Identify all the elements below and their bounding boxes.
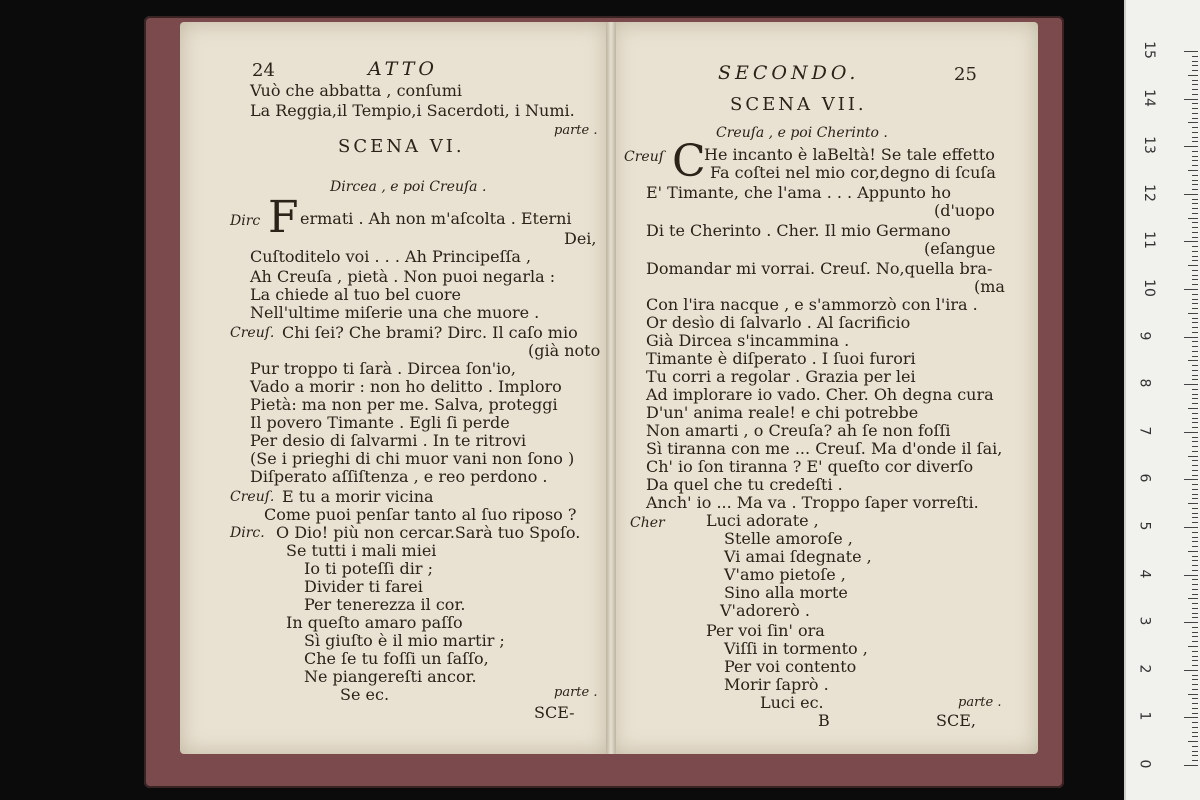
ruler-tick: [1192, 199, 1198, 200]
ruler-tick: [1188, 218, 1198, 219]
ruler-tick: [1188, 503, 1198, 504]
aria-line: Divider ti farei: [304, 577, 423, 596]
ruler-number: 5: [1136, 521, 1153, 531]
ruler-number: 11: [1140, 231, 1157, 250]
ruler-tick: [1192, 275, 1198, 276]
book-gutter: [606, 22, 616, 754]
ruler-tick: [1192, 679, 1198, 680]
text-line: Nell'ultime miſerie una che muore .: [250, 303, 540, 322]
ruler-tick: [1192, 132, 1198, 133]
aria-line: Sì giuſto è il mio martir ;: [304, 631, 505, 650]
ruler-tick: [1192, 237, 1198, 238]
speaker-label: Dirc: [230, 213, 261, 229]
text-line: Cuſtoditelo voi . . . Ah Principeſſa ,: [250, 247, 532, 266]
text-line: Chi ſei? Che brami? Dirc. Il caſo mio: [282, 323, 578, 342]
page-number-left: 24: [252, 60, 275, 81]
scene-characters: Dircea , e poi Creuſa .: [330, 179, 487, 195]
ruler-tick: [1192, 660, 1198, 661]
ruler-number: 3: [1136, 616, 1153, 626]
ruler-tick: [1192, 137, 1198, 138]
ruler-tick: [1192, 365, 1198, 366]
ruler-tick: [1192, 284, 1198, 285]
ruler-tick: [1192, 180, 1198, 181]
text-line: Domandar mi vorrai. Creuſ. No,quella bra-: [646, 259, 993, 278]
ruler-tick: [1192, 613, 1198, 614]
ruler-tick: [1188, 408, 1198, 409]
aria-end: Luci ec.: [760, 693, 824, 712]
ruler-tick: [1192, 698, 1198, 699]
ruler-tick: [1192, 713, 1198, 714]
text-line: He incanto è laBeltà! Se tale effetto: [704, 145, 995, 164]
ruler-tick: [1192, 232, 1198, 233]
ruler-tick: [1184, 99, 1198, 100]
text-line: Il povero Timante . Egli ſi perde: [250, 413, 510, 432]
ruler-tick: [1184, 575, 1198, 576]
ruler-tick: [1192, 70, 1198, 71]
ruler-tick: [1192, 517, 1198, 518]
aria-line: Viſſi in tormento ,: [724, 639, 868, 658]
ruler-tick: [1192, 427, 1198, 428]
text-line: Sì tiranna con me ... Creuſ. Ma d'onde il ſai,: [646, 439, 1003, 458]
ruler-tick: [1188, 598, 1198, 599]
ruler-tick: [1192, 341, 1198, 342]
ruler-tick: [1192, 665, 1198, 666]
aria-line: V'amo pietoſe ,: [724, 565, 846, 584]
text-line: (eſangue: [924, 239, 996, 258]
ruler-number: 1: [1136, 711, 1153, 721]
ruler-tick: [1192, 203, 1198, 204]
ruler-tick: [1192, 470, 1198, 471]
running-head-left: ATTO: [368, 58, 438, 80]
ruler-tick: [1184, 194, 1198, 195]
ruler-tick: [1192, 608, 1198, 609]
speaker-label: Creuſ.: [230, 325, 275, 341]
ruler-tick: [1192, 537, 1198, 538]
ruler-tick: [1192, 246, 1198, 247]
text-line: Di te Cherinto . Cher. Il mio Germano: [646, 221, 951, 240]
ruler-tick: [1192, 151, 1198, 152]
ruler-tick: [1192, 632, 1198, 633]
ruler-tick: [1184, 479, 1198, 480]
ruler-number: 2: [1136, 664, 1153, 674]
ruler-tick: [1192, 546, 1198, 547]
ruler-tick: [1192, 560, 1198, 561]
text-line: Come puoi penſar tanto al ſuo riposo ?: [264, 505, 577, 524]
ruler-tick: [1188, 551, 1198, 552]
text-line: Pietà: ma non per me. Salva, proteggi: [250, 395, 558, 414]
ruler-tick: [1192, 727, 1198, 728]
text-line: Con l'ira nacque , e s'ammorzò con l'ira .: [646, 295, 978, 314]
ruler-tick: [1184, 622, 1198, 623]
ruler-number: 12: [1140, 183, 1157, 202]
ruler-tick: [1192, 56, 1198, 57]
ruler-tick: [1192, 484, 1198, 485]
text-line: (già noto: [528, 341, 601, 360]
ruler-tick: [1192, 141, 1198, 142]
ruler-tick: [1192, 327, 1198, 328]
text-line: (ma: [974, 277, 1005, 296]
text-line: Pur troppo ti ſarà . Dircea ſon'io,: [250, 359, 516, 378]
text-line: Già Dircea s'incammina .: [646, 331, 850, 350]
text-line: Tu corri a regolar . Grazia per lei: [646, 367, 916, 386]
text-line: Per desio di ſalvarmi . In te ritrovi: [250, 431, 527, 450]
text-line: Non amarti , o Creuſa? ah ſe non foſſi: [646, 421, 951, 440]
text-line: Or desìo di ſalvarlo . Al ſacrificio: [646, 313, 911, 332]
ruler-tick: [1192, 299, 1198, 300]
ruler-tick: [1192, 589, 1198, 590]
ruler-tick: [1192, 651, 1198, 652]
ruler-tick: [1192, 318, 1198, 319]
ruler-tick: [1184, 765, 1198, 766]
aria-line: Io ti poteſſi dir ;: [304, 559, 433, 578]
ruler-tick: [1192, 627, 1198, 628]
ruler-tick: [1184, 146, 1198, 147]
aria-end: Se ec.: [340, 685, 390, 704]
ruler-tick: [1192, 413, 1198, 414]
ruler-tick: [1184, 241, 1198, 242]
ruler-tick: [1192, 403, 1198, 404]
ruler-tick: [1192, 760, 1198, 761]
ruler-tick: [1192, 736, 1198, 737]
ruler-tick: [1184, 670, 1198, 671]
ruler-tick: [1192, 65, 1198, 66]
ruler-number: 6: [1136, 473, 1153, 483]
aria-line: Morir ſaprò .: [724, 675, 829, 694]
ruler-tick: [1192, 675, 1198, 676]
ruler-tick: [1192, 165, 1198, 166]
ruler-tick: [1192, 175, 1198, 176]
ruler-tick: [1192, 184, 1198, 185]
ruler-number: 9: [1136, 331, 1153, 341]
ruler-tick: [1192, 356, 1198, 357]
ruler-tick: [1192, 732, 1198, 733]
text-line: Da quel che tu credeſti .: [646, 475, 843, 494]
ruler-tick: [1188, 360, 1198, 361]
ruler-tick: [1192, 451, 1198, 452]
text-line: La Reggia,il Tempio,i Sacerdoti, i Numi.: [250, 101, 575, 120]
ruler-tick: [1192, 446, 1198, 447]
running-head-right: SECONDO.: [718, 62, 860, 84]
ruler-tick: [1192, 103, 1198, 104]
ruler-tick: [1192, 689, 1198, 690]
ruler-number: 13: [1140, 136, 1157, 155]
ruler-tick: [1192, 113, 1198, 114]
ruler-tick: [1192, 751, 1198, 752]
aria-line: Se tutti i mali miei: [286, 541, 437, 560]
ruler-tick: [1192, 570, 1198, 571]
ruler-tick: [1192, 441, 1198, 442]
ruler-tick: [1192, 494, 1198, 495]
ruler-tick: [1192, 270, 1198, 271]
text-line: Timante è diſperato . I ſuoi furori: [646, 349, 916, 368]
ruler-tick: [1192, 708, 1198, 709]
ruler-tick: [1192, 308, 1198, 309]
ruler-tick: [1188, 313, 1198, 314]
ruler-tick: [1192, 256, 1198, 257]
aria-line: Vi amai ſdegnate ,: [724, 547, 872, 566]
ruler-tick: [1192, 227, 1198, 228]
ruler-tick: [1192, 584, 1198, 585]
ruler-tick: [1192, 346, 1198, 347]
ruler-tick: [1184, 717, 1198, 718]
speaker-label: Creuſ.: [230, 489, 275, 505]
ruler-tick: [1192, 332, 1198, 333]
ruler-tick: [1192, 418, 1198, 419]
ruler-tick: [1192, 541, 1198, 542]
text-line: O Dio! più non cercar.Sarà tuo Spoſo.: [276, 523, 581, 542]
ruler-tick: [1192, 370, 1198, 371]
ruler-tick: [1192, 84, 1198, 85]
ruler-tick: [1192, 89, 1198, 90]
aria-line: Che ſe tu foſſi un ſaſſo,: [304, 649, 489, 668]
drop-cap: C: [672, 136, 706, 187]
ruler-tick: [1184, 51, 1198, 52]
ruler-tick: [1192, 437, 1198, 438]
ruler-tick: [1192, 351, 1198, 352]
ruler-tick: [1192, 189, 1198, 190]
catchword: SCE-: [534, 703, 575, 722]
ruler-tick: [1192, 160, 1198, 161]
ruler-number: 7: [1136, 426, 1153, 436]
ruler-tick: [1192, 394, 1198, 395]
speaker-label: Dirc.: [230, 525, 265, 541]
ruler-tick: [1192, 513, 1198, 514]
text-line: (Se i prieghi di chi muor vani non ſono ): [250, 449, 575, 468]
aria-line: Per tenerezza il cor.: [304, 595, 466, 614]
ruler-tick: [1192, 398, 1198, 399]
ruler-tick: [1188, 122, 1198, 123]
text-line: (d'uopo: [934, 201, 995, 220]
ruler-tick: [1192, 156, 1198, 157]
text-line: Anch' io ... Ma va . Troppo ſaper vorreſti.: [646, 493, 979, 512]
ruler-tick: [1192, 260, 1198, 261]
text-line: Vado a morir : non ho delitto . Imploro: [250, 377, 562, 396]
ruler-tick: [1184, 289, 1198, 290]
ruler-number: 15: [1140, 41, 1157, 59]
ruler-tick: [1192, 522, 1198, 523]
ruler-tick: [1192, 617, 1198, 618]
ruler-tick: [1192, 251, 1198, 252]
ruler-tick: [1192, 213, 1198, 214]
scene-title-right: SCENA VII.: [730, 94, 867, 115]
aria-line: Stelle amoroſe ,: [724, 529, 853, 548]
ruler-tick: [1192, 208, 1198, 209]
stage-direction: parte .: [958, 695, 1002, 710]
aria-line: In queſto amaro paſſo: [286, 613, 463, 632]
ruler-tick: [1192, 375, 1198, 376]
ruler-tick: [1192, 222, 1198, 223]
drop-cap: F: [268, 192, 299, 243]
text-line: E' Timante, che l'ama . . . Appunto ho: [646, 183, 951, 202]
aria-line: Per voi ſin' ora: [706, 621, 825, 640]
text-line: E tu a morir vicina: [282, 487, 434, 506]
ruler-tick: [1192, 465, 1198, 466]
ruler-tick: [1184, 527, 1198, 528]
ruler-tick: [1192, 565, 1198, 566]
ruler-tick: [1188, 694, 1198, 695]
text-line: ermati . Ah non m'aſcolta . Eterni: [300, 209, 572, 228]
ruler-tick: [1192, 118, 1198, 119]
aria-line: Luci adorate ,: [706, 511, 819, 530]
text-line: Diſperato aſſiſtenza , e reo perdono .: [250, 467, 548, 486]
ruler-tick: [1192, 722, 1198, 723]
measurement-ruler: [1124, 0, 1200, 800]
ruler-tick: [1188, 265, 1198, 266]
ruler-tick: [1192, 422, 1198, 423]
ruler-tick: [1192, 389, 1198, 390]
ruler-tick: [1184, 384, 1198, 385]
ruler-tick: [1192, 279, 1198, 280]
ruler-tick: [1192, 579, 1198, 580]
text-line: La chiede al tuo bel cuore: [250, 285, 462, 304]
ruler-tick: [1192, 80, 1198, 81]
stage-direction: parte .: [554, 685, 598, 700]
ruler-tick: [1192, 475, 1198, 476]
ruler-tick: [1188, 741, 1198, 742]
ruler-tick: [1192, 703, 1198, 704]
ruler-number: 8: [1136, 378, 1153, 388]
text-line: D'un' anima reale! e chi potrebbe: [646, 403, 919, 422]
signature-mark: B: [818, 711, 830, 730]
ruler-tick: [1192, 303, 1198, 304]
ruler-tick: [1192, 684, 1198, 685]
ruler-tick: [1192, 322, 1198, 323]
ruler-tick: [1192, 294, 1198, 295]
ruler-number: 10: [1140, 279, 1157, 297]
ruler-tick: [1192, 746, 1198, 747]
text-line: Dei,: [564, 229, 597, 248]
ruler-tick: [1192, 656, 1198, 657]
text-line: Ad implorare io vado. Cher. Oh degna cura: [646, 385, 994, 404]
ruler-tick: [1192, 508, 1198, 509]
ruler-tick: [1192, 603, 1198, 604]
ruler-tick: [1192, 641, 1198, 642]
ruler-number: 0: [1136, 759, 1153, 769]
ruler-tick: [1192, 755, 1198, 756]
ruler-tick: [1184, 432, 1198, 433]
text-line: Fa coſtei nel mio cor,degno di ſcuſa: [710, 163, 996, 182]
scene-characters: Creuſa , e poi Cherinto .: [716, 125, 888, 141]
ruler-tick: [1184, 337, 1198, 338]
ruler-tick: [1188, 75, 1198, 76]
ruler-tick: [1192, 532, 1198, 533]
ruler-tick: [1192, 94, 1198, 95]
ruler-tick: [1192, 636, 1198, 637]
ruler-tick: [1192, 379, 1198, 380]
ruler-tick: [1192, 127, 1198, 128]
aria-line: Per voi contento: [724, 657, 857, 676]
ruler-tick: [1192, 61, 1198, 62]
ruler-tick: [1192, 594, 1198, 595]
text-line: Ah Creuſa , pietà . Non puoi negarla :: [250, 267, 556, 286]
aria-line: V'adorerò .: [720, 601, 810, 620]
ruler-tick: [1192, 498, 1198, 499]
ruler-number: 4: [1136, 569, 1153, 579]
ruler-tick: [1192, 489, 1198, 490]
page-number-right: 25: [954, 64, 977, 85]
speaker-label: Cher: [630, 515, 665, 531]
catchword: SCE,: [936, 711, 976, 730]
scene-title-left: SCENA VI.: [338, 136, 465, 157]
text-line: Vuò che abbatta , conſumi: [250, 81, 463, 100]
ruler-number: 14: [1140, 88, 1157, 107]
ruler-tick: [1192, 460, 1198, 461]
aria-line: Sino alla morte: [724, 583, 848, 602]
ruler-tick: [1188, 456, 1198, 457]
aria-line: Ne piangereſti ancor.: [304, 667, 477, 686]
ruler-tick: [1188, 646, 1198, 647]
stage-direction: parte .: [554, 123, 598, 138]
text-line: Ch' io ſon tiranna ? E' queſto cor diverſo: [646, 457, 974, 476]
ruler-tick: [1192, 556, 1198, 557]
speaker-label: Creuſ: [624, 149, 664, 165]
ruler-tick: [1192, 108, 1198, 109]
ruler-tick: [1188, 170, 1198, 171]
